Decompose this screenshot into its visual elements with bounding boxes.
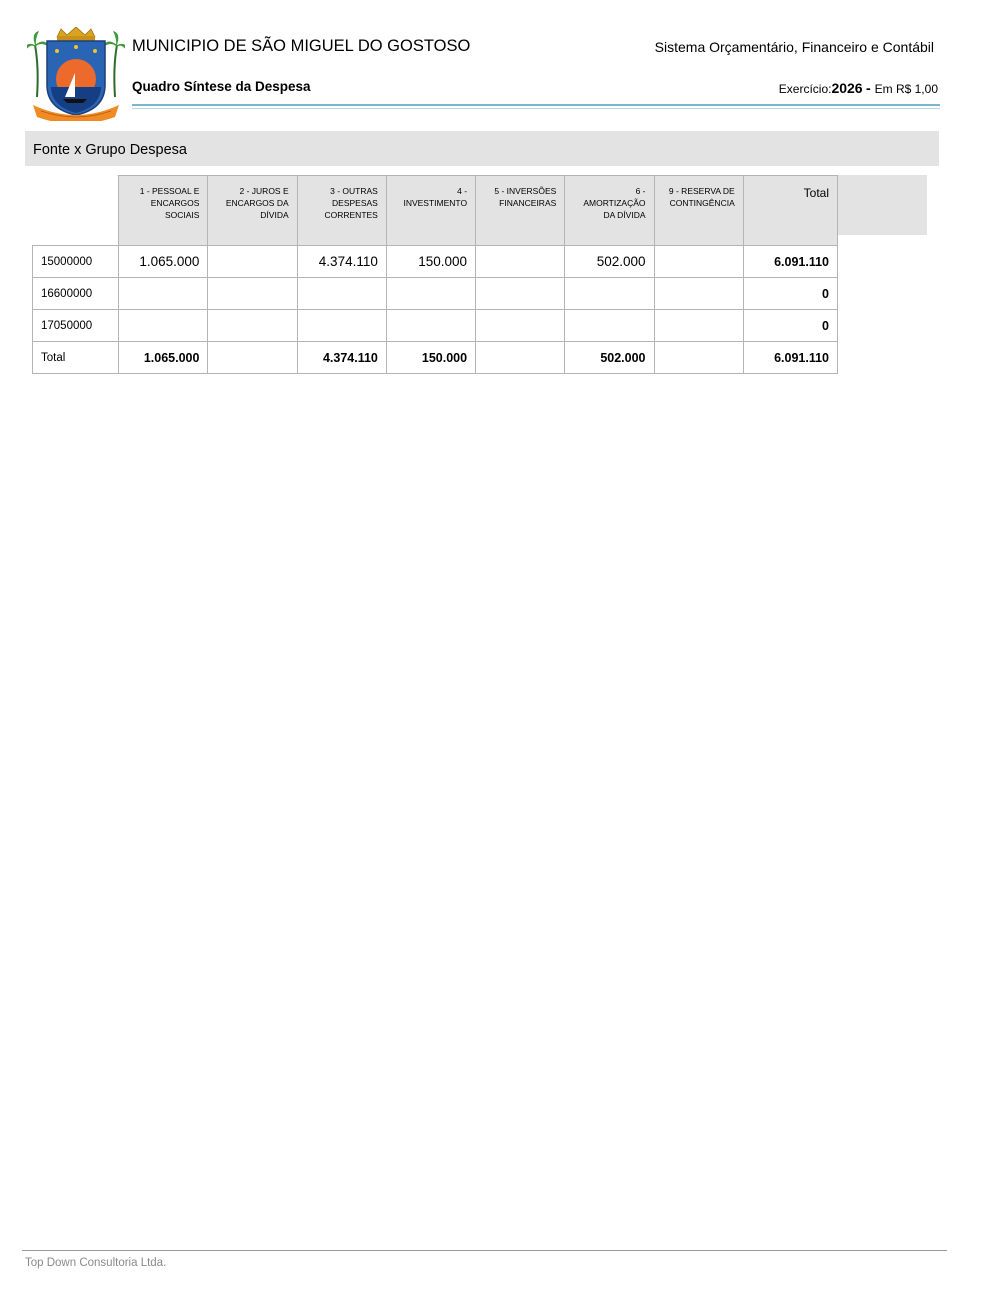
column-header: 3 - OUTRAS DESPESAS CORRENTES [297,176,386,246]
exercise-dash: - [865,80,871,96]
header-rule [132,104,940,106]
section-title: Fonte x Grupo Despesa [33,142,187,158]
exercise-label: Exercício: [778,82,832,96]
corner-cell [33,176,119,246]
column-header: 2 - JUROS E ENCARGOS DA DÍVIDA [208,176,297,246]
table-cell [386,278,475,310]
total-cell: 150.000 [386,342,475,374]
column-header: 5 - INVERSÕES FINANCEIRAS [476,176,565,246]
column-header-total: Total [743,176,837,246]
municipality-name: MUNICIPIO DE SÃO MIGUEL DO GOSTOSO [132,37,471,55]
row-total-cell: 0 [743,278,837,310]
table-cell [208,310,297,342]
total-cell: 4.374.110 [297,342,386,374]
table-cell [476,246,565,278]
table-cell [654,246,743,278]
exercise-year: 2026 [831,80,863,96]
total-row-label: Total [33,342,119,374]
table-cell: 502.000 [565,246,654,278]
table-cell [565,310,654,342]
column-header: 6 - AMORTIZAÇÃO DA DÍVIDA [565,176,654,246]
table-header-row [33,176,838,246]
table-cell [565,278,654,310]
table-cell [386,310,475,342]
row-label: 15000000 [33,246,119,278]
report-title: Quadro Síntese da Despesa [132,79,311,94]
table-cell [119,278,208,310]
table-cell [654,310,743,342]
table-cell [297,310,386,342]
table-cell: 4.374.110 [297,246,386,278]
column-header: 4 - INVESTIMENTO [386,176,475,246]
footer-rule [22,1250,947,1251]
currency-note: Em R$ 1,00 [874,82,938,96]
total-cell [208,342,297,374]
exercise-info [779,80,938,96]
table-cell: 1.065.000 [119,246,208,278]
table-row [33,310,838,342]
table-cell [208,278,297,310]
total-cell [654,342,743,374]
table-cell [119,310,208,342]
column-header: 1 - PESSOAL E ENCARGOS SOCIAIS [119,176,208,246]
header-rule-thin [132,108,940,109]
table-cell [476,278,565,310]
total-cell: 1.065.000 [119,342,208,374]
section-header [25,131,939,166]
total-cell [476,342,565,374]
row-total-cell: 6.091.110 [743,246,837,278]
total-cell: 502.000 [565,342,654,374]
table-cell [476,310,565,342]
column-header: 9 - RESERVA DE CONTINGÊNCIA [654,176,743,246]
table-cell [654,278,743,310]
municipal-coat-of-arms-logo [27,27,125,121]
fonte-grupo-table [32,175,838,374]
system-name: Sistema Orçamentário, Financeiro e Contábil [654,39,934,55]
table-cell: 150.000 [386,246,475,278]
table-row [33,278,838,310]
table-cell [208,246,297,278]
table-row [33,246,838,278]
row-label: 16600000 [33,278,119,310]
grand-total-cell: 6.091.110 [743,342,837,374]
table-cell [297,278,386,310]
row-total-cell: 0 [743,310,837,342]
row-label: 17050000 [33,310,119,342]
footer-company: Top Down Consultoria Ltda. [25,1257,167,1269]
table-total-row [33,342,838,374]
